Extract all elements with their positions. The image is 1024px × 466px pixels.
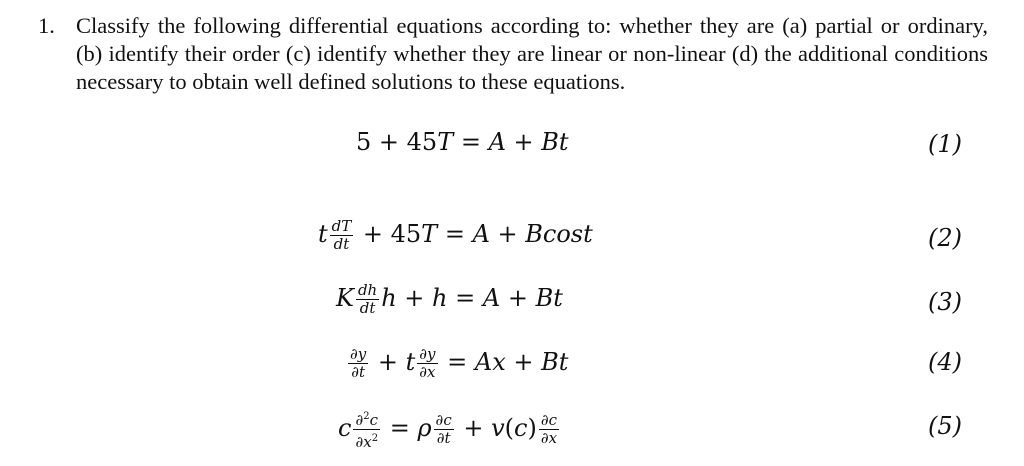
question-number: 1. — [38, 13, 55, 38]
equation-label-2: (2) — [928, 224, 962, 252]
equation-5: c $\frac{\partial^2c}{\partial x^2}$ = ρ $\frac{\partial c}{\partial t}$ + v(c) $\frac{\partial c}{\partial x}$ — [338, 408, 561, 451]
equation-2: t $\frac{dT}{dt}$ + 45T = A + Bcost — [318, 217, 593, 253]
question-block — [38, 12, 988, 96]
equation-3: K $\frac{dh}{dt}$ h + h = A + Bt — [336, 281, 563, 317]
equation-1: 5 + 45T = A + Bt — [356, 128, 569, 156]
equation-label-3: (3) — [928, 288, 962, 316]
equation-label-4: (4) — [928, 348, 962, 376]
equation-4: $\frac{\partial y}{\partial t}$ + t $\frac{\partial y}{\partial x}$ = Ax + Bt — [350, 345, 569, 381]
question-text: Classify the following differential equations according to: whether they are (a) partial or ordinary, (b) identify their order (c) identify whether they are linear or non-linear (d) the additional conditions necessary to obtain well defined solutions to these equations. — [76, 13, 988, 94]
equation-label-1: (1) — [928, 130, 962, 158]
equation-label-5: (5) — [928, 412, 962, 440]
